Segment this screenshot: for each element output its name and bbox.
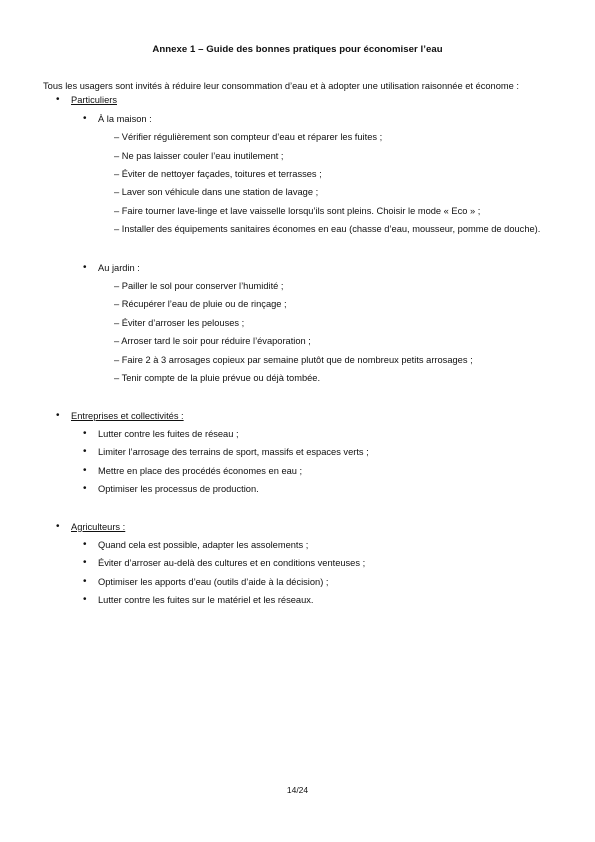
list-item: • Optimiser les apports d’eau (outils d’aide à la décision) ;: [98, 576, 556, 588]
list-item: – Faire tourner lave-linge et lave vaisselle lorsqu’ils sont pleins. Choisir le mode « Eco » ;: [114, 205, 481, 216]
list-item: – Récupérer l’eau de pluie ou de rinçage ;: [114, 299, 287, 310]
page-number: 14/24: [286, 785, 309, 795]
subsection-jardin: [98, 262, 556, 385]
entreprises-list: [98, 428, 556, 496]
list-item: – Vérifier régulièrement son compteur d’eau et réparer les fuites ;: [114, 132, 383, 143]
list-item: – Tenir compte de la pluie prévue ou déjà tombée.: [114, 373, 321, 384]
subsection-maison-label: • À la maison :: [98, 113, 556, 125]
intro-paragraph: Tous les usagers sont invités à réduire leur consommation d’eau et à adopter une utilisation raisonnée et économe :: [43, 81, 519, 91]
list-item: – Faire 2 à 3 arrosages copieux par semaine plutôt que de nombreux petits arrosages ;: [114, 354, 473, 365]
list-item: • Lutter contre les fuites de réseau ;: [98, 428, 556, 440]
list-item: • Optimiser les processus de production.: [98, 483, 556, 495]
jardin-list: [114, 280, 556, 384]
list-item: • Lutter contre les fuites sur le matériel et les réseaux.: [98, 594, 556, 606]
list-item: – Éviter d’arroser les pelouses ;: [114, 317, 245, 328]
subsection-maison: [98, 113, 556, 236]
list-item: • Limiter l’arrosage des terrains de sport, massifs et espaces verts ;: [98, 446, 556, 458]
section-particuliers-label: • Particuliers: [71, 94, 556, 106]
maison-list: [114, 131, 556, 235]
list-item: – Arroser tard le soir pour réduire l’évaporation ;: [114, 336, 311, 347]
section-entreprises-label: • Entreprises et collectivités :: [71, 410, 556, 422]
list-item: • Quand cela est possible, adapter les assolements ;: [98, 539, 556, 551]
page-title: Annexe 1 – Guide des bonnes pratiques pour économiser l’eau: [152, 44, 443, 55]
subsection-jardin-label: • Au jardin :: [98, 262, 556, 274]
list-item: – Éviter de nettoyer façades, toitures et terrasses ;: [114, 169, 322, 180]
section-particuliers: [71, 94, 556, 384]
list-item: – Pailler le sol pour conserver l’humidité ;: [114, 281, 284, 292]
section-agriculteurs: [71, 521, 556, 607]
list-item: – Installer des équipements sanitaires économes en eau (chasse d’eau, mousseur, pomme de douche).: [114, 224, 541, 235]
section-entreprises: [71, 410, 556, 496]
agriculteurs-list: [98, 539, 556, 607]
section-agriculteurs-label: • Agriculteurs :: [71, 521, 556, 533]
list-item: • Éviter d’arroser au-delà des cultures et en conditions venteuses ;: [98, 557, 556, 569]
list-item: – Laver son véhicule dans une station de lavage ;: [114, 187, 319, 198]
list-item: • Mettre en place des procédés économes en eau ;: [98, 465, 556, 477]
list-item: – Ne pas laisser couler l’eau inutilement ;: [114, 150, 284, 161]
document-body: [43, 80, 556, 607]
